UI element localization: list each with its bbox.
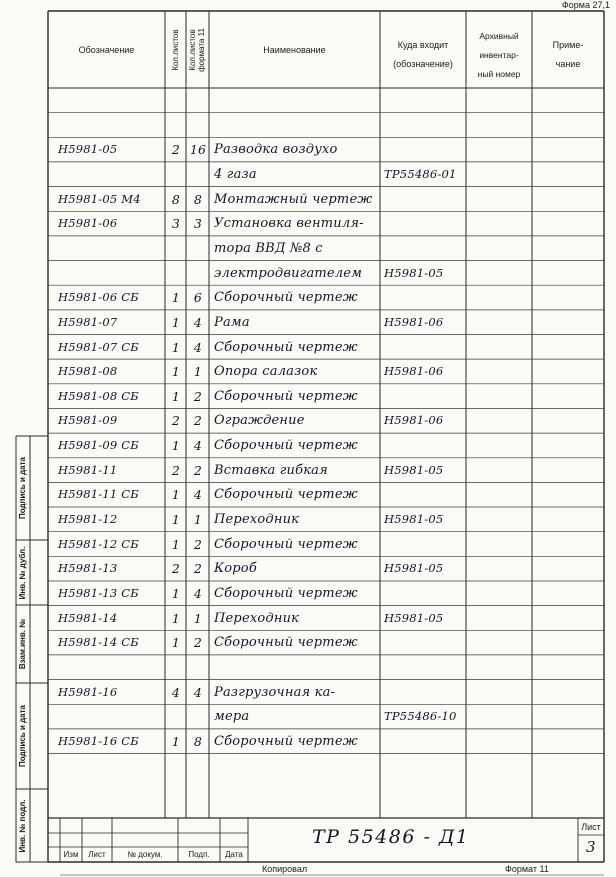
row-format-count: 2 bbox=[193, 635, 203, 651]
row-name: Сборочный чертеж bbox=[214, 487, 358, 503]
table-row bbox=[0, 630, 616, 655]
row-sheets-count: 1 bbox=[171, 536, 181, 552]
row-sheets-count: 8 bbox=[171, 191, 181, 207]
table-row bbox=[0, 335, 616, 360]
row-name: Сборочный чертеж bbox=[214, 635, 358, 651]
footer-copied: Копировал bbox=[262, 864, 308, 874]
row-format-count: 4 bbox=[193, 438, 203, 454]
table-row bbox=[0, 655, 616, 680]
side-label-inv-dubl: Инв. № дубл. bbox=[18, 546, 27, 600]
table-row bbox=[0, 704, 616, 729]
table-row bbox=[0, 137, 616, 162]
title-izm: Изм bbox=[63, 850, 79, 859]
table-row bbox=[0, 113, 616, 138]
row-name: тора ВВД №8 с bbox=[214, 240, 323, 256]
row-designation: Н5981-05 М4 bbox=[58, 191, 141, 206]
header-format-count bbox=[188, 15, 208, 85]
row-format-count: 4 bbox=[193, 684, 203, 700]
row-name: Вставка гибкая bbox=[214, 462, 328, 478]
table-row bbox=[0, 556, 616, 581]
row-sheets-count: 1 bbox=[171, 314, 181, 330]
table-row bbox=[0, 236, 616, 261]
header-note bbox=[532, 36, 604, 74]
row-designation: Н5981-08 СБ bbox=[58, 388, 139, 403]
table-row bbox=[0, 359, 616, 384]
row-entry: Н5981-06 bbox=[384, 364, 444, 379]
row-sheets-count: 1 bbox=[171, 586, 181, 601]
row-format-count: 4 bbox=[193, 586, 203, 601]
side-label-sign-date-1: Подпись и дата bbox=[18, 705, 27, 767]
header-format-count-line2: формата 11 bbox=[197, 28, 206, 72]
table-row bbox=[0, 88, 616, 113]
row-sheets-count: 2 bbox=[171, 561, 181, 577]
footer-format-label: Формат bbox=[505, 864, 537, 874]
row-sheets-count: 3 bbox=[171, 216, 181, 232]
row-format-count: 8 bbox=[193, 733, 203, 749]
table-row bbox=[0, 187, 616, 212]
row-entry: Н5981-05 bbox=[384, 610, 444, 625]
side-label-vzam-inv: Взам.инв. № bbox=[18, 618, 27, 670]
row-entry: Н5981-05 bbox=[384, 512, 444, 527]
row-name: Сборочный чертеж bbox=[214, 586, 358, 601]
row-format-count: 2 bbox=[193, 561, 203, 577]
row-name: Сборочный чертеж bbox=[214, 438, 358, 454]
row-name: Ограждение bbox=[214, 413, 305, 429]
row-format-count: 2 bbox=[193, 462, 203, 478]
row-designation: Н5981-14 СБ bbox=[58, 635, 139, 650]
row-format-count: 2 bbox=[193, 413, 203, 429]
row-designation: Н5981-06 bbox=[58, 216, 118, 231]
row-designation: Н5981-05 bbox=[58, 142, 118, 157]
table-row bbox=[0, 532, 616, 557]
row-sheets-count: 1 bbox=[171, 512, 181, 528]
row-name: Сборочный чертеж bbox=[214, 290, 358, 306]
header-note-line2: чание bbox=[555, 59, 581, 69]
row-sheets-count: 1 bbox=[171, 487, 181, 503]
row-name: Сборочный чертеж bbox=[214, 339, 358, 355]
row-entry: Н5981-06 bbox=[384, 413, 444, 428]
header-name: Наименование bbox=[263, 45, 326, 55]
row-name: Короб bbox=[214, 561, 257, 577]
row-designation: Н5981-11 bbox=[58, 462, 118, 477]
table-row bbox=[0, 482, 616, 507]
header-sheets-count: Кол.листов bbox=[171, 29, 180, 71]
row-entry: Н5981-05 bbox=[384, 265, 444, 280]
header-entry-line2: (обозначение) bbox=[393, 59, 453, 69]
row-format-count: 4 bbox=[193, 487, 203, 503]
row-sheets-count: 1 bbox=[171, 438, 181, 454]
row-designation: Н5981-13 СБ bbox=[58, 586, 139, 600]
row-name: Монтажный чертеж bbox=[214, 191, 373, 207]
form-label: Форма 27,1 bbox=[561, 0, 610, 10]
row-entry: Н5981-05 bbox=[384, 462, 444, 477]
row-format-count: 4 bbox=[193, 314, 203, 330]
row-name: Переходник bbox=[214, 512, 300, 528]
row-format-count: 1 bbox=[193, 364, 203, 380]
row-name: Сборочный чертеж bbox=[214, 536, 358, 552]
row-name: Разводка воздухо bbox=[214, 142, 338, 158]
row-entry: Н5981-05 bbox=[384, 561, 444, 576]
row-sheets-count: 2 bbox=[171, 413, 181, 429]
header-entry bbox=[380, 36, 466, 74]
table-row bbox=[0, 285, 616, 310]
row-entry: ТР55486-10 bbox=[384, 709, 457, 724]
row-format-count: 2 bbox=[193, 536, 203, 552]
table-row bbox=[0, 729, 616, 754]
title-doc-no: № докум. bbox=[127, 850, 163, 859]
table-row bbox=[0, 680, 616, 705]
footer-format-value: 11 bbox=[539, 864, 549, 874]
row-sheets-count: 1 bbox=[171, 290, 181, 306]
header-entry-line1: Куда входит bbox=[397, 40, 449, 50]
row-designation: Н5981-13 bbox=[58, 561, 118, 576]
header-archive-line1: Архивный bbox=[479, 31, 519, 41]
table-row bbox=[0, 162, 616, 187]
title-sheet-label: Лист bbox=[581, 822, 601, 832]
row-name: Сборочный чертеж bbox=[214, 388, 358, 404]
title-sheet-number: 3 bbox=[586, 838, 596, 856]
title-list: Лист bbox=[88, 850, 106, 859]
side-label-sign-date-2: Подпись и дата bbox=[18, 457, 27, 519]
row-format-count: 16 bbox=[189, 142, 207, 158]
row-designation: Н5981-16 bbox=[58, 684, 118, 699]
row-designation: Н5981-08 bbox=[58, 364, 118, 379]
table-row bbox=[0, 581, 616, 606]
row-sheets-count: 2 bbox=[171, 142, 181, 158]
row-designation: Н5981-11 СБ bbox=[58, 487, 139, 502]
row-name: Разгрузочная ка- bbox=[214, 684, 336, 700]
header-archive bbox=[466, 27, 532, 84]
row-name: Рама bbox=[214, 314, 250, 330]
header-archive-line3: ный номер bbox=[477, 69, 521, 79]
row-sheets-count: 1 bbox=[171, 733, 181, 749]
row-name: мера bbox=[214, 709, 250, 725]
header-designation: Обозначение bbox=[78, 45, 135, 55]
table-row bbox=[0, 458, 616, 483]
row-sheets-count: 1 bbox=[171, 610, 181, 626]
row-sheets-count: 1 bbox=[171, 364, 181, 380]
row-sheets-count: 1 bbox=[171, 635, 181, 651]
table-row bbox=[0, 261, 616, 286]
row-entry: ТР55486-01 bbox=[384, 166, 457, 181]
footer-format bbox=[505, 864, 549, 874]
row-name: Установка вентиля- bbox=[214, 216, 364, 232]
row-format-count: 3 bbox=[193, 216, 203, 232]
table-row bbox=[0, 211, 616, 236]
row-sheets-count: 1 bbox=[171, 339, 181, 355]
row-sheets-count: 4 bbox=[171, 684, 181, 700]
side-label-inv-podl: Инв. № подл. bbox=[18, 799, 27, 853]
row-designation: Н5981-14 bbox=[58, 610, 118, 625]
title-date: Дата bbox=[225, 850, 243, 859]
row-designation: Н5981-09 СБ bbox=[58, 438, 139, 453]
row-format-count: 1 bbox=[193, 610, 203, 626]
row-name: Опора салазок bbox=[214, 364, 318, 380]
row-designation: Н5981-12 bbox=[58, 512, 118, 527]
table-row bbox=[0, 606, 616, 631]
table-row bbox=[0, 384, 616, 409]
row-name: Переходник bbox=[214, 610, 300, 626]
row-format-count: 8 bbox=[193, 191, 203, 207]
row-designation: Н5981-06 СБ bbox=[58, 290, 139, 305]
row-sheets-count: 2 bbox=[171, 462, 181, 478]
header-format-count-line1: Кол.листов bbox=[188, 29, 197, 71]
row-designation: Н5981-09 bbox=[58, 413, 118, 428]
row-designation: Н5981-16 СБ bbox=[58, 733, 139, 748]
row-format-count: 6 bbox=[193, 290, 203, 306]
header-archive-line2: инвентар- bbox=[479, 50, 519, 60]
table-row bbox=[0, 408, 616, 433]
row-name: 4 газа bbox=[214, 166, 257, 182]
row-name: Сборочный чертеж bbox=[214, 733, 358, 749]
row-entry: Н5981-06 bbox=[384, 314, 444, 329]
row-format-count: 4 bbox=[193, 339, 203, 355]
table-row bbox=[0, 310, 616, 335]
table-row bbox=[0, 507, 616, 532]
row-designation: Н5981-07 bbox=[58, 314, 118, 329]
header-note-line1: Приме- bbox=[552, 40, 584, 50]
table-row bbox=[0, 433, 616, 458]
row-format-count: 1 bbox=[193, 512, 203, 528]
row-designation: Н5981-12 СБ bbox=[58, 536, 139, 551]
row-sheets-count: 1 bbox=[171, 388, 181, 404]
row-designation: Н5981-07 СБ bbox=[58, 339, 139, 354]
row-format-count: 2 bbox=[193, 388, 203, 404]
row-name: электродвигателем bbox=[214, 265, 363, 281]
title-sign: Подп. bbox=[188, 850, 210, 859]
title-doc-number: ТР 55486 - Д1 bbox=[312, 826, 470, 848]
